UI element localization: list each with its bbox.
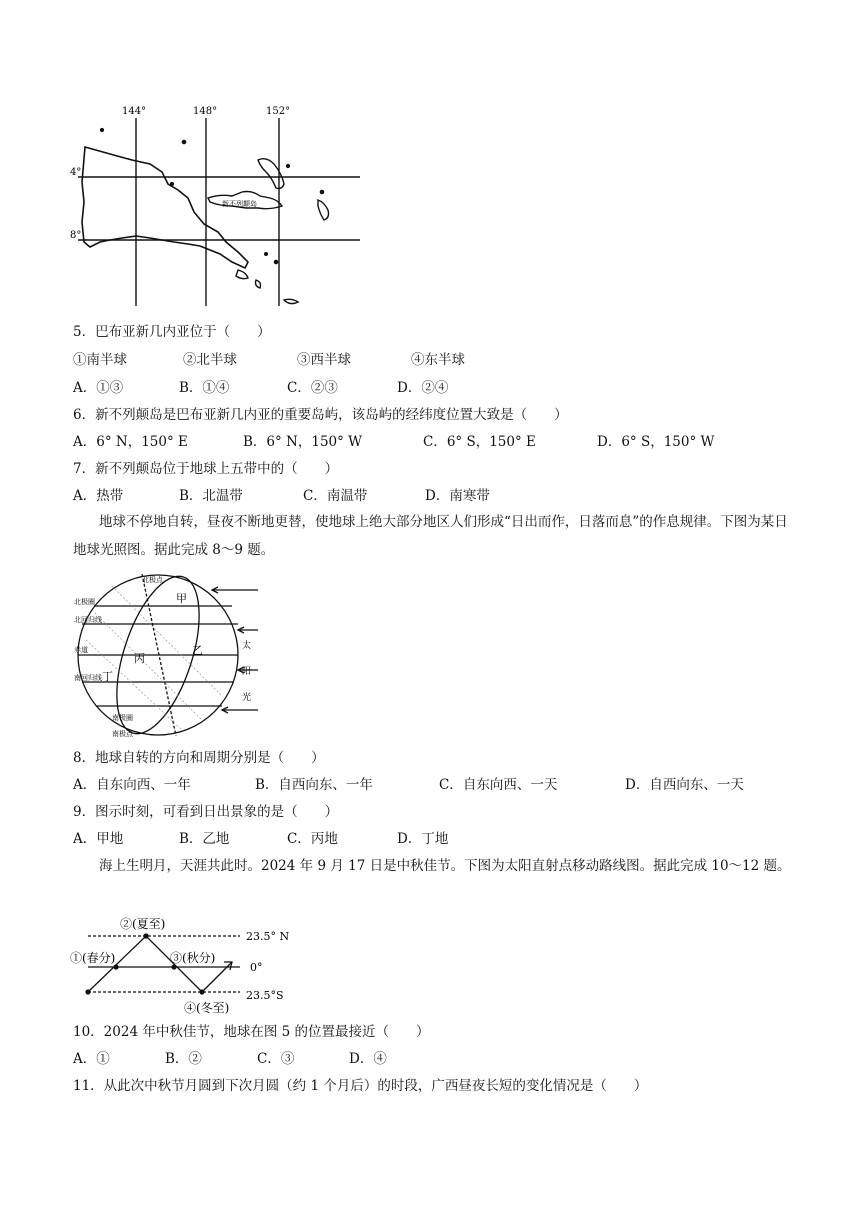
- new-britain-label: 新不列颠岛: [222, 200, 257, 208]
- lon-label-148: 148°: [193, 106, 218, 117]
- papua-new-guinea-map: [70, 102, 370, 312]
- q6-option-b[interactable]: B．6° N，150° W: [243, 434, 363, 450]
- q9-option-a[interactable]: A．甲地: [73, 831, 124, 847]
- lat-label-4: 4°: [70, 167, 82, 178]
- intro-paragraph-8-9: 地球不停地自转，昼夜不断地更替，使地球上绝大部分地区人们形成“日出而作，日落而息”的作息规律。下图为某日地球光照图。据此完成 8～9 题。: [73, 514, 788, 558]
- subsolar-point-path-diagram: [70, 914, 300, 1018]
- question-6-stem: 6．新不列颠岛是巴布亚新几内亚的重要岛屿，该岛屿的经纬度位置大致是（ ）: [73, 407, 568, 423]
- lat-label-0: 0°: [250, 961, 263, 974]
- question-10-stem: 10．2024 年中秋佳节，地球在图 5 的位置最接近（ ）: [73, 1024, 430, 1040]
- q9-option-d[interactable]: D．丁地: [397, 831, 449, 847]
- point-bing: 丙: [134, 652, 145, 665]
- arctic-circle-label: 北极圈: [74, 598, 95, 606]
- q5-option-b[interactable]: B．①④: [179, 380, 230, 396]
- question-5-stem: 5．巴布亚新几内亚位于（ ）: [73, 324, 271, 340]
- q10-option-c[interactable]: C．③: [257, 1051, 295, 1067]
- q5-item-4: ④东半球: [411, 352, 465, 368]
- q5-item-2: ②北半球: [183, 352, 237, 368]
- sunpath-point-4: ④(冬至): [184, 1001, 230, 1015]
- sunpath-point-2: ②(夏至): [120, 917, 166, 931]
- q5-option-d[interactable]: D．②④: [397, 380, 449, 396]
- earth-illumination-diagram: [72, 570, 262, 740]
- tropic-cancer-label: 北回归线: [74, 616, 102, 624]
- lon-label-144: 144°: [122, 106, 147, 117]
- equator-label: 赤道: [74, 646, 88, 654]
- sun-label-2: 阳: [242, 667, 252, 677]
- q7-option-d[interactable]: D．南寒带: [425, 488, 490, 504]
- q6-option-c[interactable]: C．6° S，150° E: [423, 434, 536, 450]
- q8-option-c[interactable]: C．自东向西、一天: [439, 777, 558, 793]
- antarctic-circle-label: 南极圈: [112, 714, 133, 722]
- q5-option-a[interactable]: A．①③: [73, 380, 124, 396]
- q7-option-b[interactable]: B．北温带: [179, 488, 243, 504]
- q10-option-d[interactable]: D．④: [349, 1051, 387, 1067]
- question-11-stem: 11．从此次中秋节月圆到下次月圆（约 1 个月后）的时段，广西昼夜长短的变化情况是（ ）: [73, 1078, 648, 1094]
- q8-option-a[interactable]: A．自东向西、一年: [73, 777, 191, 793]
- q10-option-a[interactable]: A．①: [73, 1051, 110, 1067]
- question-9-stem: 9．图示时刻，可看到日出景象的是（ ）: [73, 804, 339, 820]
- question-7-stem: 7．新不列颠岛位于地球上五带中的（ ）: [73, 461, 339, 477]
- north-pole-label: 北极点: [142, 576, 163, 584]
- intro-paragraph-10-12: 海上生明月，天涯共此时。2024 年 9 月 17 日是中秋佳节。下图为太阳直射点移动路线图。据此完成 10～12 题。: [99, 858, 791, 874]
- q5-item-1: ①南半球: [73, 352, 127, 368]
- q7-option-c[interactable]: C．南温带: [303, 488, 368, 504]
- q6-option-a[interactable]: A．6° N，150° E: [73, 434, 188, 450]
- q5-item-3: ③西半球: [297, 352, 351, 368]
- question-8-stem: 8．地球自转的方向和周期分别是（ ）: [73, 750, 325, 766]
- sunpath-point-3: ③(秋分): [170, 951, 216, 965]
- q8-option-d[interactable]: D．自西向东、一天: [625, 777, 744, 793]
- q8-option-b[interactable]: B．自西向东、一年: [255, 777, 373, 793]
- tropic-capricorn-label: 南回归线: [74, 674, 102, 682]
- point-ding: 丁: [102, 670, 113, 683]
- q10-option-b[interactable]: B．②: [165, 1051, 202, 1067]
- lat-label-23s: 23.5°S: [246, 989, 284, 1002]
- lon-label-152: 152°: [266, 106, 291, 117]
- lat-label-8: 8°: [70, 230, 82, 241]
- q6-option-d[interactable]: D．6° S，150° W: [597, 434, 715, 450]
- sunpath-point-1: ①(春分): [70, 951, 116, 965]
- point-jia: 甲: [176, 592, 187, 605]
- q5-option-c[interactable]: C．②③: [287, 380, 338, 396]
- q9-option-c[interactable]: C．丙地: [287, 831, 338, 847]
- q9-option-b[interactable]: B．乙地: [179, 831, 230, 847]
- lat-label-23n: 23.5° N: [246, 930, 290, 943]
- south-pole-label: 南极点: [112, 730, 133, 738]
- sun-label-1: 太: [242, 641, 252, 651]
- q7-option-a[interactable]: A．热带: [73, 488, 124, 504]
- sun-label-3: 光: [242, 693, 252, 703]
- point-yi: 乙: [192, 644, 203, 657]
